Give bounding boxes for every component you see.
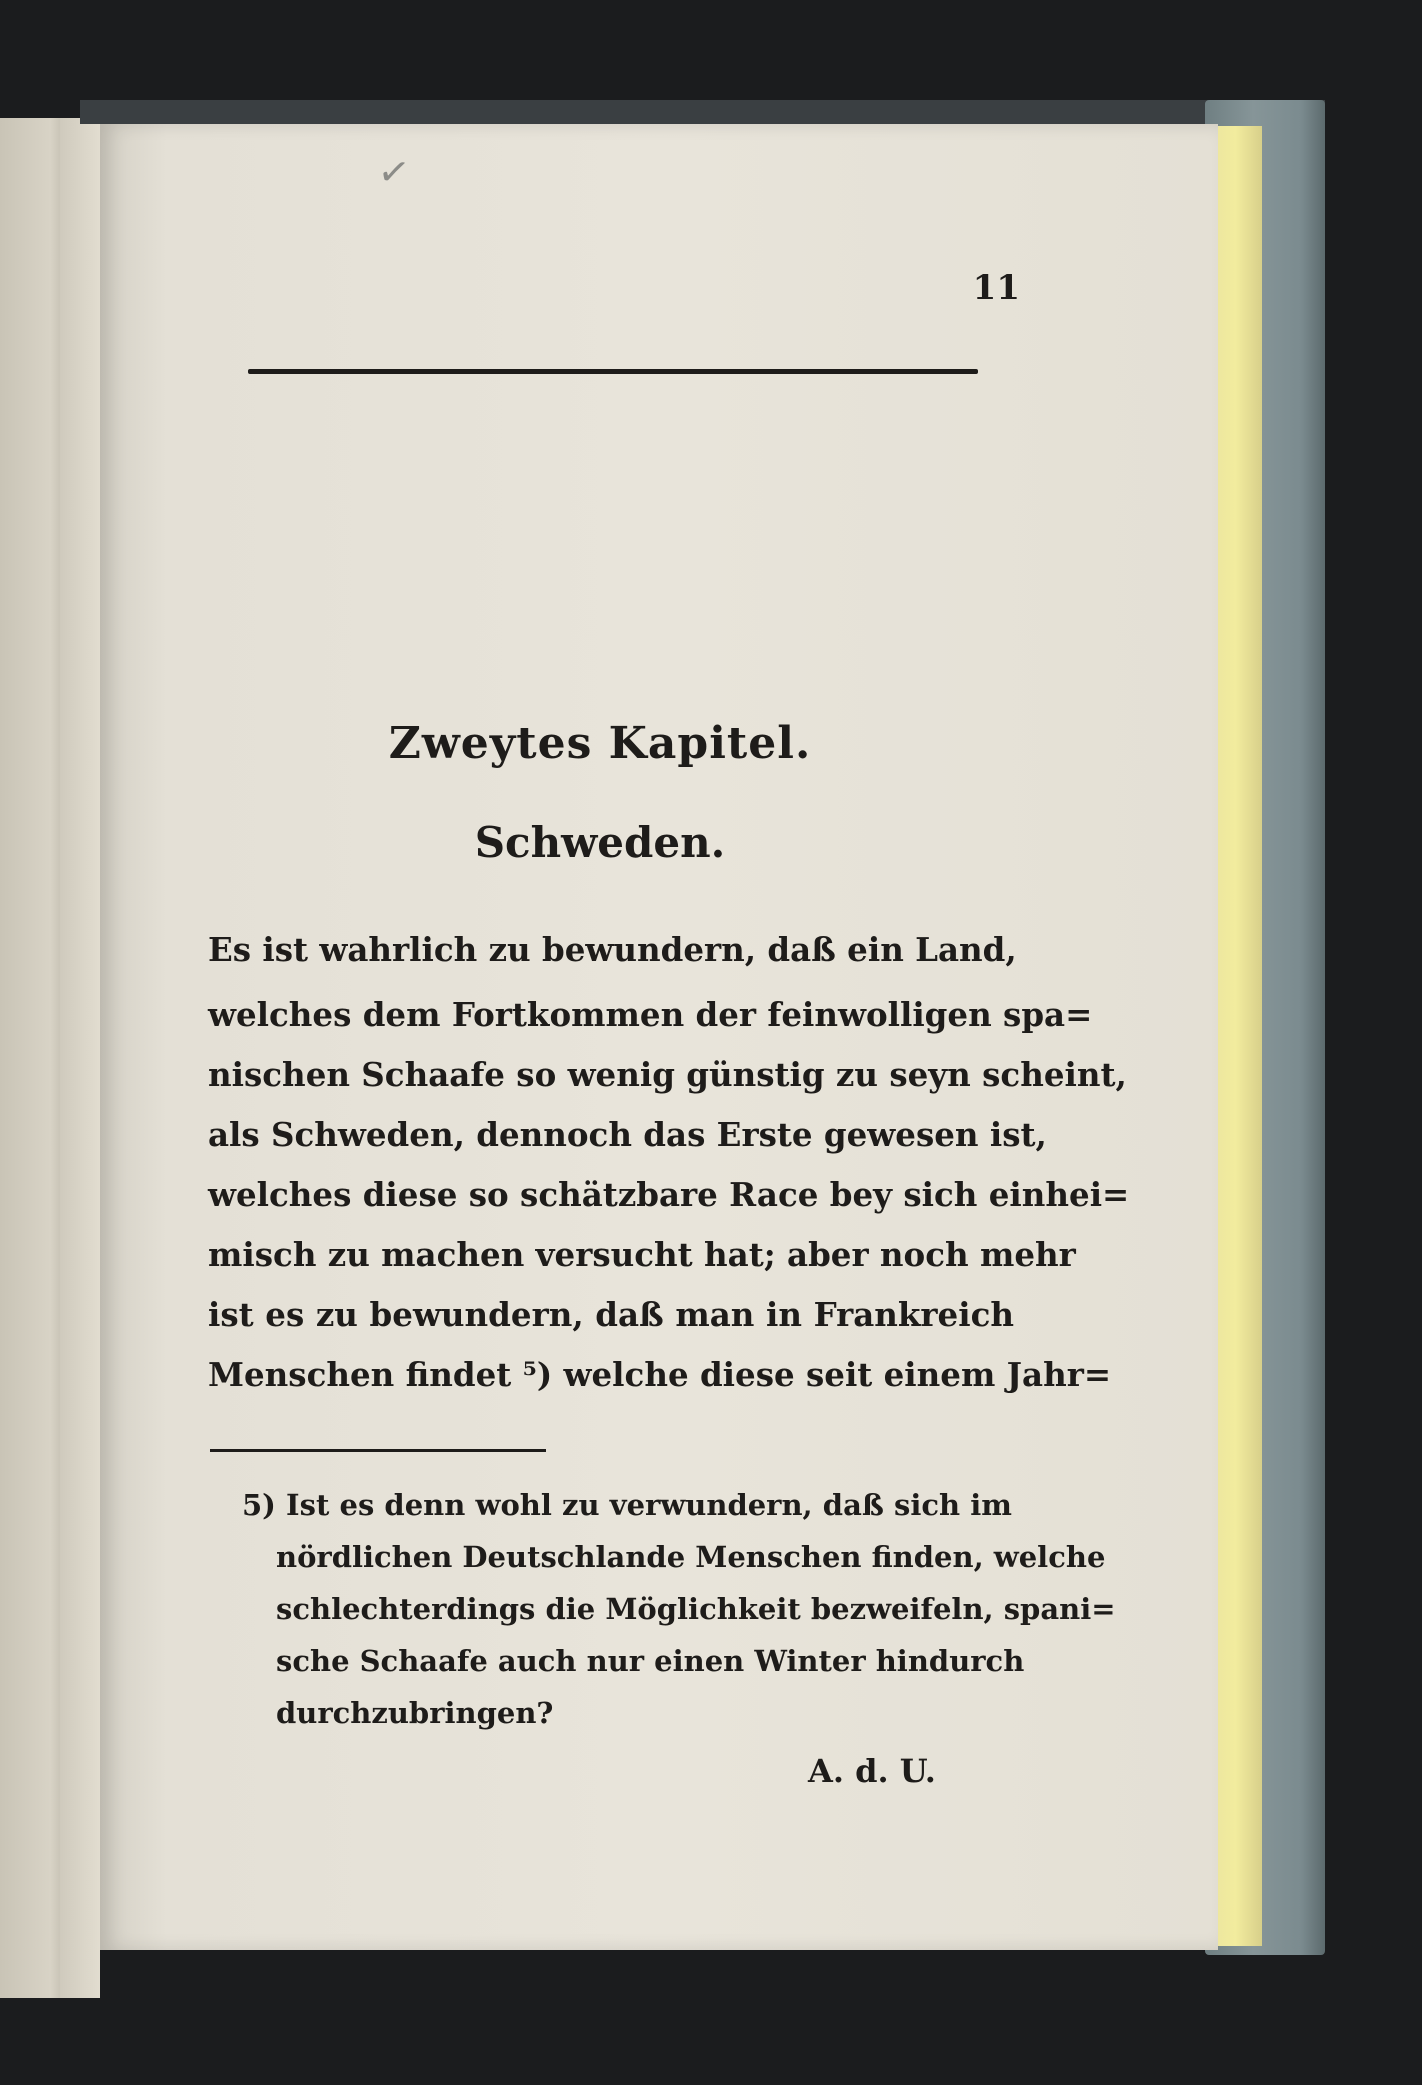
pencil-mark-icon: ✓ — [375, 147, 413, 197]
footnote-signature: A. d. U. — [808, 1752, 936, 1790]
body-line-6: misch zu machen versucht hat; aber noch mehr — [208, 1235, 1076, 1274]
body-line-3: nischen Schaafe so wenig günstig zu seyn scheint, — [208, 1055, 1127, 1094]
body-line-7: ist es zu bewundern, daß man in Frankreich — [208, 1295, 1014, 1334]
chapter-subtitle: Schweden. — [474, 818, 726, 867]
cover-top-edge — [80, 100, 1325, 124]
left-page-gutter — [60, 118, 100, 1998]
chapter-title: Zweytes Kapitel. — [388, 718, 812, 769]
footnote-line-3: schlechterdings die Möglichkeit bezweifeln, spani= — [276, 1592, 1116, 1626]
footnote-line-4: sche Schaafe auch nur einen Winter hindurch — [276, 1644, 1025, 1678]
header-rule — [248, 369, 978, 374]
body-line-2: welches dem Fortkommen der feinwolligen spa= — [208, 995, 1093, 1034]
body-line-5: welches diese so schätzbare Race bey sich einhei= — [208, 1175, 1130, 1214]
footnote-rule — [210, 1449, 546, 1452]
body-line-4: als Schweden, dennoch das Erste gewesen ist, — [208, 1115, 1047, 1154]
footnote-line-5: durchzubringen? — [276, 1696, 554, 1730]
body-line-8: Menschen findet ⁵) welche diese seit einem Jahr= — [208, 1355, 1112, 1394]
footnote-line-2: nördlichen Deutschlande Menschen finden, welche — [276, 1540, 1106, 1574]
page-number: 11 — [972, 268, 1020, 308]
body-line-1: Es ist wahrlich zu bewundern, daß ein Land, — [208, 930, 1017, 969]
footnote-line-1: 5) Ist es denn wohl zu verwundern, daß sich im — [242, 1488, 1012, 1522]
